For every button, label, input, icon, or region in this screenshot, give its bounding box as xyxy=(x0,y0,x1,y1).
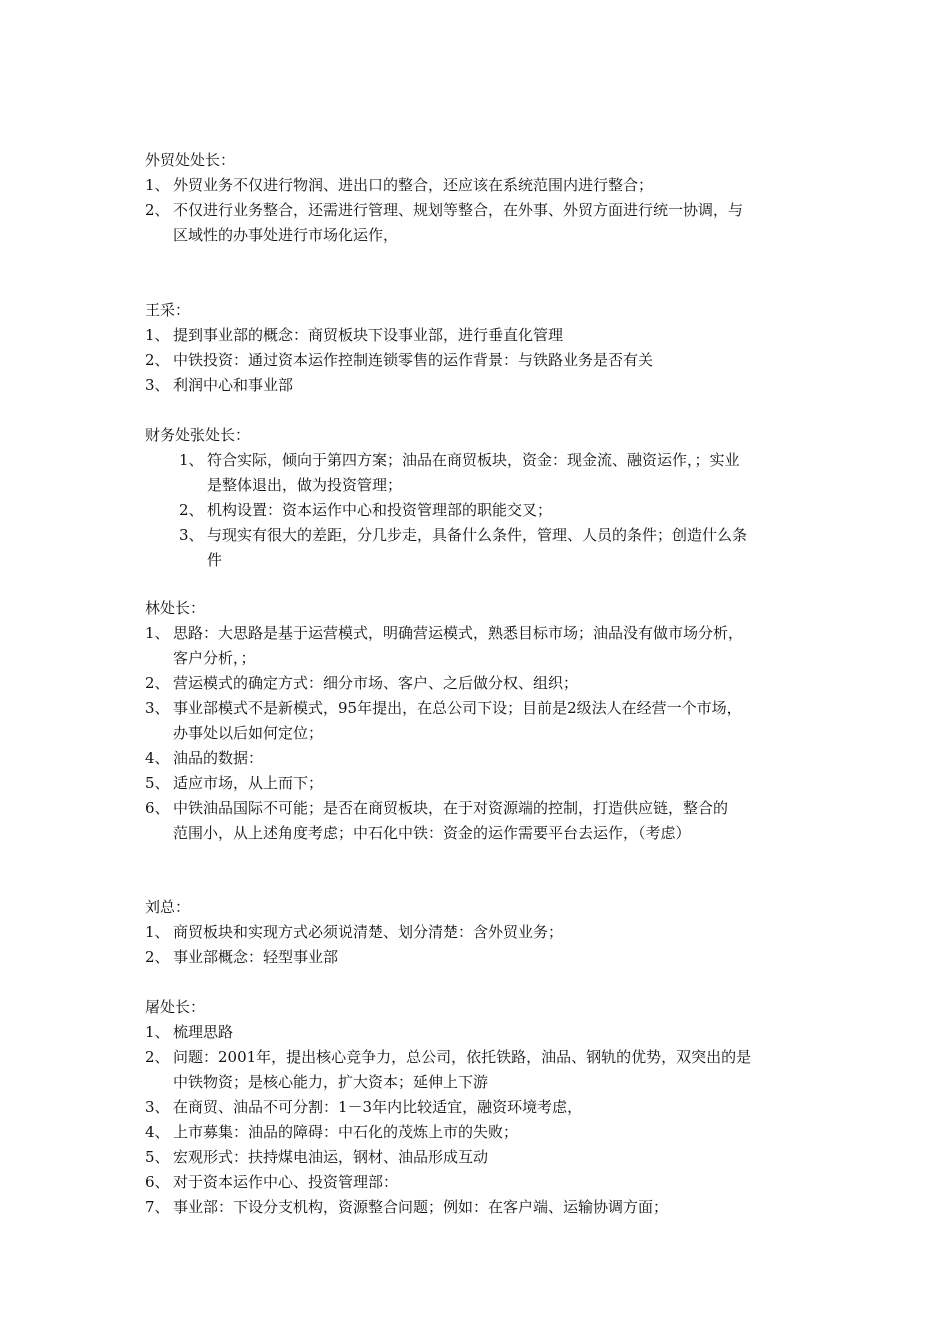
list-item xyxy=(145,373,825,398)
item-text: 中铁油品国际不可能；是否在商贸板块，在于对资源端的控制，打造供应链，整合的 xyxy=(173,799,729,817)
section-heading: 刘总： xyxy=(145,898,191,916)
item-number: 2、 xyxy=(145,1048,170,1066)
section-heading: 屠处长： xyxy=(145,998,206,1016)
section-lin xyxy=(145,596,825,846)
section-wangcai xyxy=(145,298,825,398)
list-item xyxy=(145,1095,825,1120)
item-text: 提到事业部的概念：商贸板块下设事业部，进行垂直化管理 xyxy=(173,326,564,344)
item-text: 营运模式的确定方式：细分市场、客户、之后做分权、组织； xyxy=(173,674,579,692)
list-item xyxy=(145,173,825,198)
item-number: 2、 xyxy=(145,351,170,369)
item-number: 2、 xyxy=(179,501,204,519)
item-number: 1、 xyxy=(145,1023,170,1041)
list-item xyxy=(145,1020,825,1045)
item-number: 7、 xyxy=(145,1198,170,1216)
item-text: 梳理思路 xyxy=(173,1023,234,1041)
item-number: 3、 xyxy=(145,1098,170,1116)
list-item xyxy=(145,1145,825,1170)
list-item xyxy=(145,945,825,970)
item-text: 事业部：下设分支机构，资源整合问题；例如：在客户端、运输协调方面； xyxy=(173,1198,669,1216)
item-text: 上市募集：油品的障碍：中石化的茂炼上市的失败； xyxy=(173,1123,519,1141)
item-number: 6、 xyxy=(145,799,170,817)
item-text: 是整体退出，做为投资管理； xyxy=(207,476,403,494)
item-text: 宏观形式：扶持煤电油运，钢材、油品形成互动 xyxy=(173,1148,489,1166)
list-item xyxy=(145,448,825,498)
item-number: 3、 xyxy=(145,376,170,394)
item-text: 商贸板块和实现方式必须说清楚、划分清楚：含外贸业务； xyxy=(173,923,564,941)
section-heading: 林处长： xyxy=(145,599,206,617)
item-text: 事业部概念：轻型事业部 xyxy=(173,948,339,966)
section-liu xyxy=(145,895,825,970)
item-text: 利润中心和事业部 xyxy=(173,376,294,394)
item-text: 问题：2001年，提出核心竞争力，总公司，依托铁路，油品、钢轨的优势，双突出的是 xyxy=(173,1048,752,1066)
list-item xyxy=(145,198,825,248)
list-item xyxy=(145,746,825,771)
item-number: 1、 xyxy=(145,923,170,941)
item-number: 3、 xyxy=(179,526,204,544)
list-item xyxy=(145,1045,825,1095)
item-text: 客户分析，； xyxy=(173,649,256,667)
item-text: 适应市场，从上而下； xyxy=(173,774,324,792)
list-item xyxy=(145,920,825,945)
item-number: 6、 xyxy=(145,1173,170,1191)
item-number: 4、 xyxy=(145,749,170,767)
list-item xyxy=(145,1120,825,1145)
list-item xyxy=(145,323,825,348)
item-text: 油品的数据： xyxy=(173,749,264,767)
item-text: 事业部模式不是新模式，95年提出，在总公司下设；目前是2级法人在经营一个市场， xyxy=(173,699,742,717)
item-text: 机构设置：资本运作中心和投资管理部的职能交叉； xyxy=(207,501,553,519)
list-item xyxy=(145,771,825,796)
list-item xyxy=(145,348,825,373)
item-text: 在商贸、油品不可分割：1－3年内比较适宜，融资环境考虑， xyxy=(173,1098,583,1116)
section-caiwu xyxy=(145,423,825,573)
section-waimao xyxy=(145,148,825,248)
section-heading: 财务处张处长： xyxy=(145,426,251,444)
section-heading: 外贸处处长： xyxy=(145,151,236,169)
item-number: 2、 xyxy=(145,948,170,966)
item-number: 5、 xyxy=(145,774,170,792)
item-text: 件 xyxy=(207,551,223,569)
list-item xyxy=(145,1170,825,1195)
item-text: 办事处以后如何定位； xyxy=(173,724,324,742)
item-number: 1、 xyxy=(145,326,170,344)
section-tu xyxy=(145,995,825,1220)
item-number: 4、 xyxy=(145,1123,170,1141)
item-text: 区域性的办事处进行市场化运作， xyxy=(173,226,399,244)
item-text: 中铁物资；是核心能力，扩大资本；延伸上下游 xyxy=(173,1073,489,1091)
list-item xyxy=(145,498,825,523)
item-text: 符合实际，倾向于第四方案；油品在商贸板块，资金：现金流、融资运作，；实业 xyxy=(207,451,740,469)
item-number: 2、 xyxy=(145,201,170,219)
item-text: 外贸业务不仅进行物润、进出口的整合，还应该在系统范围内进行整合； xyxy=(173,176,654,194)
item-number: 5、 xyxy=(145,1148,170,1166)
item-number: 1、 xyxy=(145,624,170,642)
list-item xyxy=(145,1195,825,1220)
list-item xyxy=(145,671,825,696)
item-number: 1、 xyxy=(145,176,170,194)
item-text: 对于资本运作中心、投资管理部： xyxy=(173,1173,399,1191)
item-text: 范围小，从上述角度考虑；中石化中铁：资金的运作需要平台去运作，（考虑） xyxy=(173,824,691,842)
list-item xyxy=(145,621,825,671)
item-text: 思路：大思路是基于运营模式，明确营运模式，熟悉目标市场；油品没有做市场分析， xyxy=(173,624,744,642)
item-number: 2、 xyxy=(145,674,170,692)
list-item xyxy=(145,523,825,573)
list-item xyxy=(145,796,825,846)
section-heading: 王采： xyxy=(145,301,191,319)
item-number: 1、 xyxy=(179,451,204,469)
item-text: 与现实有很大的差距，分几步走，具备什么条件，管理、人员的条件；创造什么条 xyxy=(207,526,748,544)
list-item xyxy=(145,696,825,746)
item-text: 不仅进行业务整合，还需进行管理、规划等整合，在外事、外贸方面进行统一协调，与 xyxy=(173,201,744,219)
item-number: 3、 xyxy=(145,699,170,717)
item-text: 中铁投资：通过资本运作控制连锁零售的运作背景：与铁路业务是否有关 xyxy=(173,351,654,369)
